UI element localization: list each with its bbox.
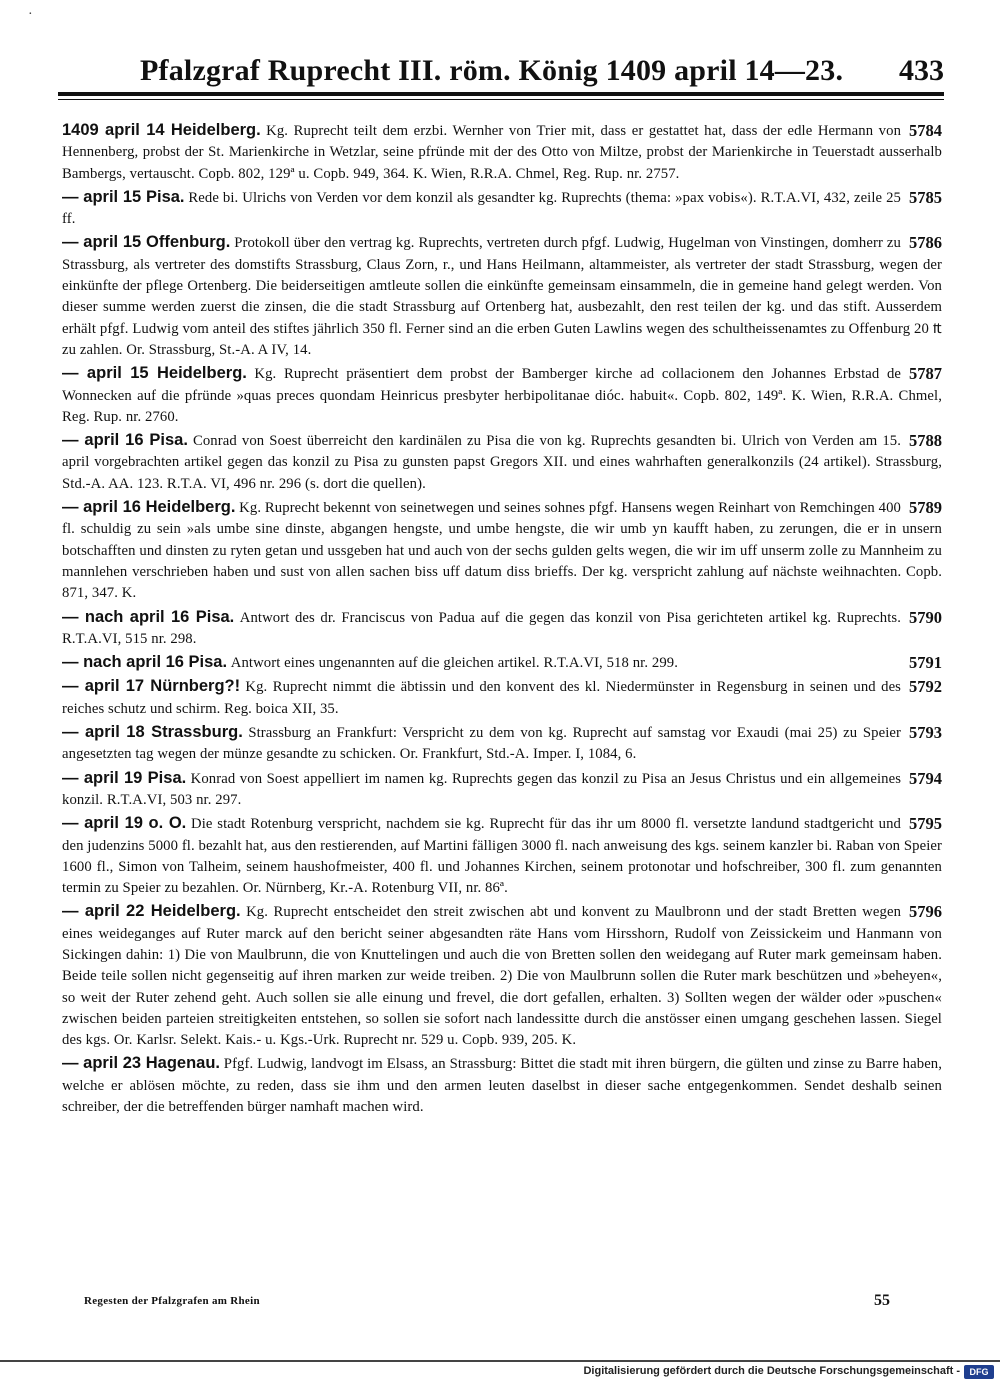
entry-date: — april 22 Heidelberg. (62, 902, 241, 921)
entry-text: Kg. Ruprecht entscheidet den streit zwischen abt und konvent zu Maulbronn und der stadt Bretten wegen eines weideganges auf Ruter marck auf den bericht seiner abgesandten räte Hans vom Hirsshorn, Rudolf von Zeissickeim und Hanmann von Sickingen dahin: 1) Die von Maulbrunn, die von Knuttelingen und auch die von Bretten sollen den weidegang auf Ruter mark gemeinsam haben. Beide teile sollen nicht gegenseitig auf ihren marken zur weide treiben. 2) Die von Maulbrunn sollen die Ruter mark beschützen und »beheyen«, so weit der Ruter zehend geht. Auch sollen sie alle einung und frevel, die dort gefallen, erhalten. 3) Sollten wegen der wälder oder »puschen« zwischen beiden parteien streitigkeiten entstehen, so sollen sie sofort nach landessitte durch die anstösser einen umgang geschehen lassen. Siegel des kgs. Or. Karlsr. Selekt. Kais.- u. Kgs.-Urk. Ruprecht nr. 529 u. Copb. 939, 205. K. (62, 904, 942, 1049)
entry-text: Protokoll über den vertrag kg. Ruprechts, vertreten durch pfgf. Ludwig, Hugelman von Vinstingen, domherr zu Strassburg, als vertreter des domstifts Strassburg, Claus Zorn, r., und Hans Heilmann, altammeister, als vertreter der stadt Strassburg, wegen der einkünfte der pflege Ortenberg. Die beiderseitigen amtleute sollen die einkünfte gemeinsam einsammeln, die in gemeine hand gelegt werden. Von dieser summe werden zuerst die zinsen, die die stadt Strassburg auf Ortenberg hat, ausbezahlt, den rest teilen der kg. und das stift. Ausserdem erhält pfgf. Ludwig vom anteil des stiftes jährlich 350 fl. Ferner sind an die erben Guten Lawlins wegen des schultheissenamtes zu Offenburg 20 ₶ zu zahlen. Or. Strassburg, St.-A. A IV, 14. (62, 235, 942, 358)
entry-number: 5784 (909, 121, 942, 140)
regest-entry-5794 (62, 768, 942, 812)
entry-text: Kg. Ruprecht nimmt die äbtissin und den konvent des kl. Niedermünster in Regensburg in seinen und des reiches schutz und schirm. Reg. boica XII, 35. (62, 679, 901, 717)
entry-date: — april 19 Pisa. (62, 768, 187, 787)
regest-entry-5790 (62, 607, 942, 651)
regest-entry-5793 (62, 722, 942, 766)
regest-entry-5788 (62, 430, 942, 495)
footer-series-title: Regesten der Pfalzgrafen am Rhein (84, 1295, 260, 1307)
entry-date: — april 15 Heidelberg. (62, 364, 247, 383)
edge-mark: · (28, 7, 33, 22)
entry-date: — april 15 Pisa. (62, 187, 185, 206)
entry-text: Kg. Ruprecht teilt dem erzbi. Wernher von Trier mit, dass er gestattet hat, dass der edle Hermann von Hennenberg, probst der St. Marienkirche in Wetzlar, seine pfründe mit der des Otto von Miltze, probst der Marienkirche in Teuerstadt ausserhalb Bambergs, vertauscht. Copb. 802, 129ª u. Copb. 949, 364. K. Wien, R.R.A. Chmel, Reg. Rup. nr. 2757. (62, 123, 942, 182)
entry-text: Strassburg an Frankfurt: Verspricht zu dem von kg. Ruprecht auf samstag vor Exaudi (mai 25) zu Speier angesetzten tag wegen der münze gesandte zu schicken. Or. Frankfurt, Std.-A. Imper. I, 1084, 6. (62, 725, 902, 763)
header-rule-thin (58, 99, 944, 100)
digitization-credit: Digitalisierung gefördert durch die Deutsche Forschungsgemeinschaft - (583, 1365, 960, 1377)
entry-number: 5795 (909, 814, 942, 834)
entry-number: 5786 (909, 233, 942, 253)
regest-entry-5785 (62, 187, 942, 231)
regest-entry-5796 (62, 901, 942, 1051)
regest-entry-5787 (62, 363, 942, 428)
entry-number: 5791 (909, 653, 942, 673)
entry-text: Rede bi. Ulrichs von Verden vor dem konzil als gesandter kg. Ruprechts (thema: »pax vobis«). R.T.A.VI, 432, zeile 25 ff. (62, 189, 902, 228)
entry-number: 5794 (909, 768, 942, 788)
scan-divider (0, 1360, 1000, 1362)
entry-number: 5793 (909, 723, 942, 743)
entry-text: Antwort des dr. Franciscus von Padua auf die gegen das konzil von Pisa gerichteten artikel kg. Ruprechts. R.T.A.VI, 515 nr. 298. (62, 609, 902, 647)
regest-entry-5792 (62, 676, 942, 720)
page-footer (84, 1292, 942, 1310)
regest-entry-5791 (62, 652, 942, 674)
footer-sheet-number: 55 (874, 1292, 890, 1309)
regest-entry-5789 (62, 497, 942, 604)
entry-text: Kg. Ruprecht präsentiert dem probst der Bamberger kirche ad collacionem den Johannes Erbstad de Wonnecken auf die pfründe »quas preces quondam Heinricus presbyter herbipolitanae dióc. habuit«. Copb. 802, 149ª. K. Wien, R.R.A. Chmel, Reg. Rup. nr. 2760. (62, 366, 942, 425)
entry-date: — april 16 Pisa. (62, 431, 188, 450)
running-head (58, 44, 944, 88)
header-rule-thick (58, 92, 944, 96)
digitization-bar (0, 1360, 1000, 1382)
regest-entry-5795 (62, 813, 942, 899)
regest-entry-5786 (62, 232, 942, 361)
entry-date: — nach april 16 Pisa. (62, 653, 228, 672)
page-number: 433 (899, 54, 944, 87)
entry-number: 5785 (909, 187, 942, 207)
dfg-logo: DFG (964, 1365, 994, 1379)
page-title: Pfalzgraf Ruprecht III. röm. König 1409 april 14—23. (140, 54, 844, 87)
entry-date: — april 16 Heidelberg. (62, 498, 236, 517)
entry-date: — nach april 16 Pisa. (62, 607, 235, 626)
entry-number: 5796 (909, 902, 942, 922)
entry-date: — april 18 Strassburg. (62, 723, 243, 742)
entry-text: Kg. Ruprecht bekennt von seinetwegen und seines sohnes pfgf. Hansens wegen Reinhart von Remchingen 400 fl. schuldig zu sein »als umbe sine dinste, abgangen hengste, und umbe hengste, die wir umb yn kaufft haben, zu zerungen, die er in unsern botschafften und dinsten zu ryten getan und ussgeben hat und auch von der sechs gulden gelts wegen, die wir im uff unserm zolle zu Mannheim zu mannlehen verschrieben haben und sust von allen sachen biss uff datum diss brieffs. Der kg. verspricht zahlung auf nächste weihnachten. Copb. 871, 347. K. (62, 500, 942, 602)
entry-date: — april 23 Hagenau. (62, 1054, 221, 1073)
entry-date: — april 19 o. O. (62, 814, 187, 833)
entry-date: — april 17 Nürnberg?! (62, 677, 241, 696)
entry-date: 1409 april 14 Heidelberg. (62, 121, 261, 139)
entry-text: Pfgf. Ludwig, landvogt im Elsass, an Strassburg: Bittet die stadt mit ihren bürgern, die gülten und zinse zu Barre haben, welche er ablösen möchte, zu reden, dass sie ihm und den armen leuten daselbst in dieser sache entgegenkommen. Sendet deshalb seinen schreiber, der die betreffenden bürger namhaft machen wird. (62, 1056, 943, 1116)
entry-text: Conrad von Soest überreicht den kardinälen zu Pisa die von kg. Ruprechts gesandten bi. Ulrich von Verden am 15. april vorgebrachten artikel gegen das konzil zu Pisa zu gunsten papst Gregors XII. und eines wahrhaften generalkonzils (24 artikel). Strassburg, Std.-A. AA. 123. R.T.A. VI, 496 nr. 296 (s. dort die quellen). (62, 433, 942, 492)
entry-date: — april 15 Offenburg. (62, 233, 231, 252)
entry-text: Die stadt Rotenburg verspricht, nachdem sie kg. Ruprecht für das ihr um 8000 fl. versetzte landund stadtgericht und den judenzins 5000 fl. bezahlt hat, aus den restierenden, auf Martini fälligen 3000 fl. nach anweisung des kgs. seinem kanzler bi. Raban von Speier 1600 fl., Simon von Talheim, seinem haushofmeister, 400 fl. und Johannes Kirchen, seinem protonotar und hofschreiber, 300 fl. zum genannten termin zu Speier zu bezahlen. Or. Nürnberg, Kr.-A. Rotenburg VII, nr. 86ª. (62, 816, 942, 897)
entry-number: 5792 (909, 677, 942, 697)
entry-number: 5787 (909, 364, 942, 384)
regest-entry-5784 (62, 120, 942, 185)
regest-entry-continued (62, 1053, 942, 1118)
entry-number: 5788 (909, 431, 942, 451)
entry-number: 5790 (909, 607, 942, 627)
entry-text: Konrad von Soest appelliert im namen kg. Ruprechts gegen das konzil zu Pisa an Jesus Christus und ein allgemeines konzil. R.T.A.VI, 503 nr. 297. (62, 770, 902, 808)
entry-text: Antwort eines ungenannten auf die gleichen artikel. R.T.A.VI, 518 nr. 299. (230, 655, 678, 672)
entry-number: 5789 (909, 498, 942, 518)
regest-entries (62, 120, 942, 1120)
